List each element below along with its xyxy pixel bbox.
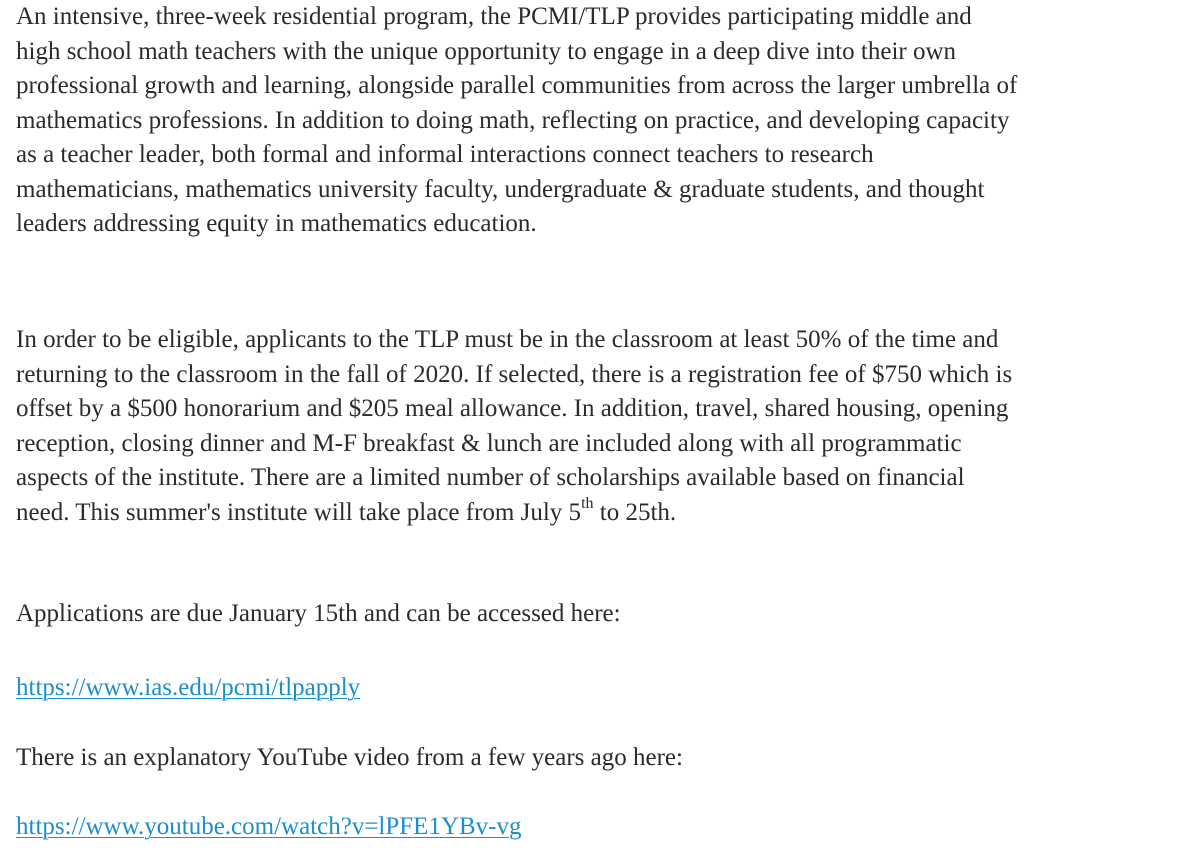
ordinal-superscript: th [581,495,594,513]
application-link[interactable]: https://www.ias.edu/pcmi/tlpapply [16,674,361,701]
intro-paragraph [16,0,1186,242]
application-link-paragraph [16,671,1186,706]
intro-line-3: professional growth and learning, alongside parallel communities from across the larger umbrella of [16,72,1018,99]
intro-line-7: leaders addressing equity in mathematics education. [16,210,537,237]
intro-line-6: mathematicians, mathematics university faculty, undergraduate & graduate students, and thought [16,175,985,203]
eligibility-line-4: reception, closing dinner and M-F breakfast & lunch are included along with all programmatic [16,429,962,457]
intro-line-1: An intensive, three-week residential program, the PCMI/TLP provides participating middle and [16,3,972,30]
eligibility-paragraph [16,323,1186,530]
eligibility-line-2: returning to the classroom in the fall of 2020. If selected, there is a registration fee of $750 which is [16,360,1013,388]
dates-text-end: to 25th. [593,498,677,526]
eligibility-line-6 [16,496,1186,531]
video-text: There is an explanatory YouTube video from a few years ago here: [16,744,683,771]
eligibility-line-1: In order to be eligible, applicants to the TLP must be in the classroom at least 50% of the time and [16,326,999,353]
video-link-paragraph [16,810,1186,845]
applications-text: Applications are due January 15th and can be accessed here: [16,600,621,627]
intro-line-2: high school math teachers with the unique opportunity to engage in a deep dive into their own [16,37,957,65]
intro-line-4: mathematics professions. In addition to doing math, reflecting on practice, and developing capacity [16,106,1010,134]
dates-text: need. This summer's institute will take place from July 5 [16,498,582,526]
intro-line-5: as a teacher leader, both formal and informal interactions connect teachers to research [16,141,874,168]
eligibility-line-3: offset by a $500 honorarium and $205 meal allowance. In addition, travel, shared housing, opening [16,395,1009,422]
youtube-video-link[interactable]: https://www.youtube.com/watch?v=lPFE1YBv-vg [16,813,522,840]
eligibility-line-5: aspects of the institute. There are a limited number of scholarships available based on financial [16,464,965,491]
